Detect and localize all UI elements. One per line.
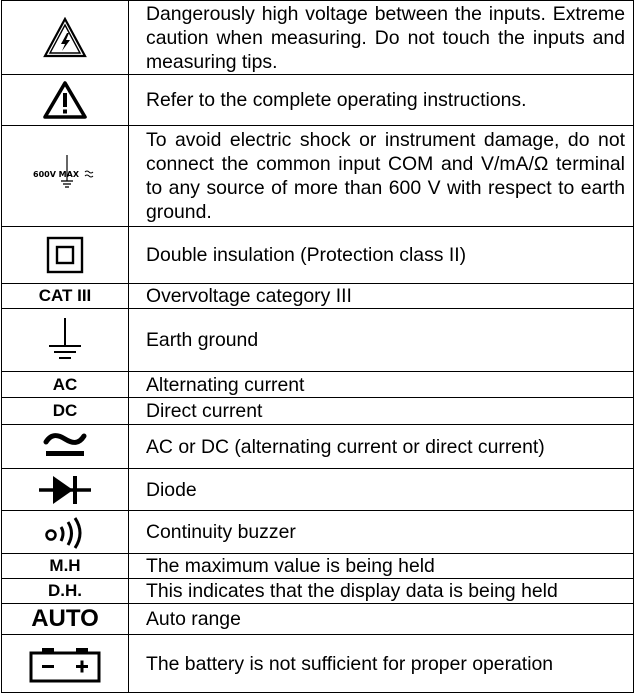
earth-ground-icon — [45, 316, 85, 364]
table-row — [2, 309, 634, 372]
symbol-description: Dangerously high voltage between the inputs. Extreme caution when measuring. Do not touch the inputs and measuring tips. — [129, 1, 634, 75]
table-row — [2, 227, 634, 284]
symbol-description: Alternating current — [129, 372, 634, 398]
symbol-cell — [2, 1, 129, 75]
table-row — [2, 511, 634, 554]
table-row — [2, 604, 634, 635]
table-row — [2, 75, 634, 126]
table-row — [2, 425, 634, 469]
table-row — [2, 579, 634, 604]
symbols-table — [1, 0, 634, 693]
table-row — [2, 635, 634, 693]
symbol-cell — [2, 309, 129, 372]
symbol-description: Refer to the complete operating instructions. — [129, 75, 634, 126]
table-row — [2, 284, 634, 309]
table-row — [2, 126, 634, 227]
symbol-cell — [2, 126, 129, 227]
table-row — [2, 372, 634, 398]
symbol-description: Earth ground — [129, 309, 634, 372]
symbol-cell — [2, 75, 129, 126]
ac-dc-icon — [42, 430, 88, 464]
symbol-description: Double insulation (Protection class II) — [129, 227, 634, 284]
symbol-code: D.H. — [2, 579, 129, 604]
caution-warning-icon — [42, 80, 88, 120]
low-battery-icon — [28, 644, 102, 684]
symbol-code: AC — [2, 372, 129, 398]
diode-icon — [37, 473, 93, 507]
max-600v-terminal-icon — [30, 151, 100, 201]
symbol-description: Auto range — [129, 604, 634, 635]
symbol-description: The battery is not sufficient for proper operation — [129, 635, 634, 693]
symbol-cell — [2, 227, 129, 284]
symbol-description: AC or DC (alternating current or direct current) — [129, 425, 634, 469]
symbol-code: DC — [2, 398, 129, 425]
symbol-description: Overvoltage category III — [129, 284, 634, 309]
symbol-description: Diode — [129, 469, 634, 511]
symbol-code: CAT III — [2, 284, 129, 309]
high-voltage-warning-icon — [43, 17, 87, 59]
symbol-code: M.H — [2, 554, 129, 579]
symbol-cell — [2, 635, 129, 693]
symbol-code: AUTO — [2, 604, 129, 635]
symbol-cell — [2, 425, 129, 469]
symbol-description: The maximum value is being held — [129, 554, 634, 579]
symbol-cell — [2, 511, 129, 554]
table-row — [2, 554, 634, 579]
symbol-description: Direct current — [129, 398, 634, 425]
symbol-description: To avoid electric shock or instrument damage, do not connect the common input COM and V/mA/Ω terminal to any source of more than 600 V with respect to earth ground. — [129, 126, 634, 227]
symbol-cell — [2, 469, 129, 511]
table-row — [2, 398, 634, 425]
symbol-description: This indicates that the display data is being held — [129, 579, 634, 604]
table-row — [2, 1, 634, 75]
table-row — [2, 469, 634, 511]
icon-label: 600V MAX — [33, 170, 79, 179]
double-insulation-icon — [45, 235, 85, 275]
symbol-description: Continuity buzzer — [129, 511, 634, 554]
continuity-buzzer-icon — [43, 515, 87, 549]
